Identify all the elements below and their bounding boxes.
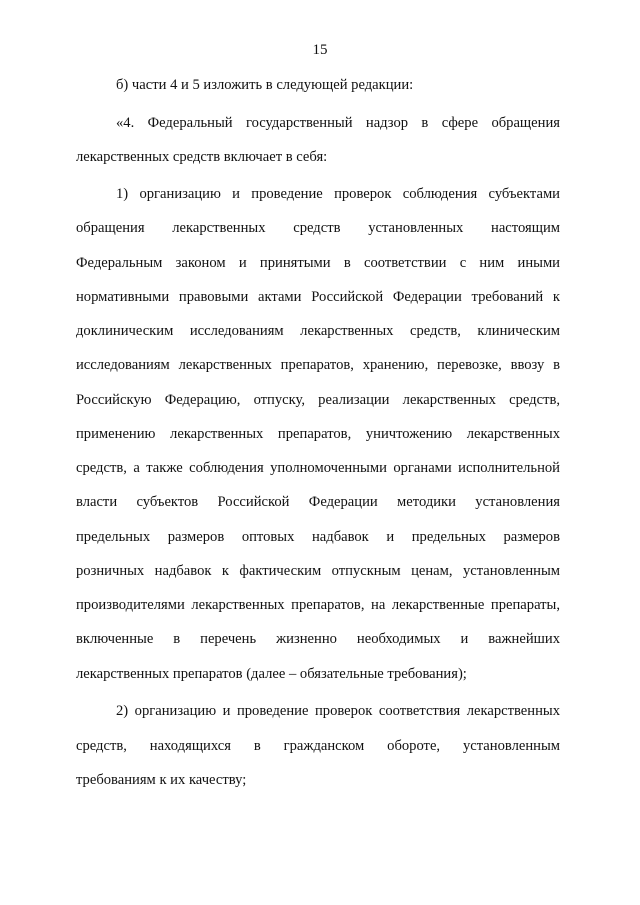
text-line: доклиническим исследованиям лекарственных средств, клиническим bbox=[76, 323, 560, 339]
text-line: требованиям к их качеству; bbox=[76, 772, 247, 788]
text-line: обращения лекарственных средств установленных настоящим bbox=[76, 220, 560, 236]
text-line: 1) организацию и проведение проверок соблюдения субъектами bbox=[116, 186, 560, 202]
text-line: 2) организацию и проведение проверок соответствия лекарственных bbox=[116, 703, 560, 719]
text-line: Федеральным законом и принятыми в соответствии с ним иными bbox=[76, 255, 560, 271]
text-line: средств, а также соблюдения уполномоченными органами исполнительной bbox=[76, 460, 560, 476]
text-line: «4. Федеральный государственный надзор в сфере обращения bbox=[116, 115, 560, 131]
text-line: включенные в перечень жизненно необходимых и важнейших bbox=[76, 631, 560, 647]
text-line: власти субъектов Российской Федерации методики установления bbox=[76, 494, 560, 510]
text-line: нормативными правовыми актами Российской Федерации требований к bbox=[76, 289, 560, 305]
text-line: розничных надбавок к фактическим отпускным ценам, установленным bbox=[76, 563, 560, 579]
page-number: 15 bbox=[312, 42, 328, 58]
text-line: Российскую Федерацию, отпуску, реализации лекарственных средств, bbox=[76, 392, 560, 408]
text-line: производителями лекарственных препаратов, на лекарственные препараты, bbox=[76, 597, 560, 613]
text-line: лекарственных препаратов (далее – обязательные требования); bbox=[76, 666, 467, 682]
text-line: лекарственных средств включает в себя: bbox=[76, 149, 328, 165]
text-line: предельных размеров оптовых надбавок и предельных размеров bbox=[76, 529, 560, 545]
text-line: исследованиям лекарственных препаратов, хранению, перевозке, ввозу в bbox=[76, 357, 560, 373]
text-line: б) части 4 и 5 изложить в следующей редакции: bbox=[116, 77, 414, 93]
text-line: применению лекарственных препаратов, уничтожению лекарственных bbox=[76, 426, 560, 442]
text-line: средств, находящихся в гражданском обороте, установленным bbox=[76, 738, 560, 754]
